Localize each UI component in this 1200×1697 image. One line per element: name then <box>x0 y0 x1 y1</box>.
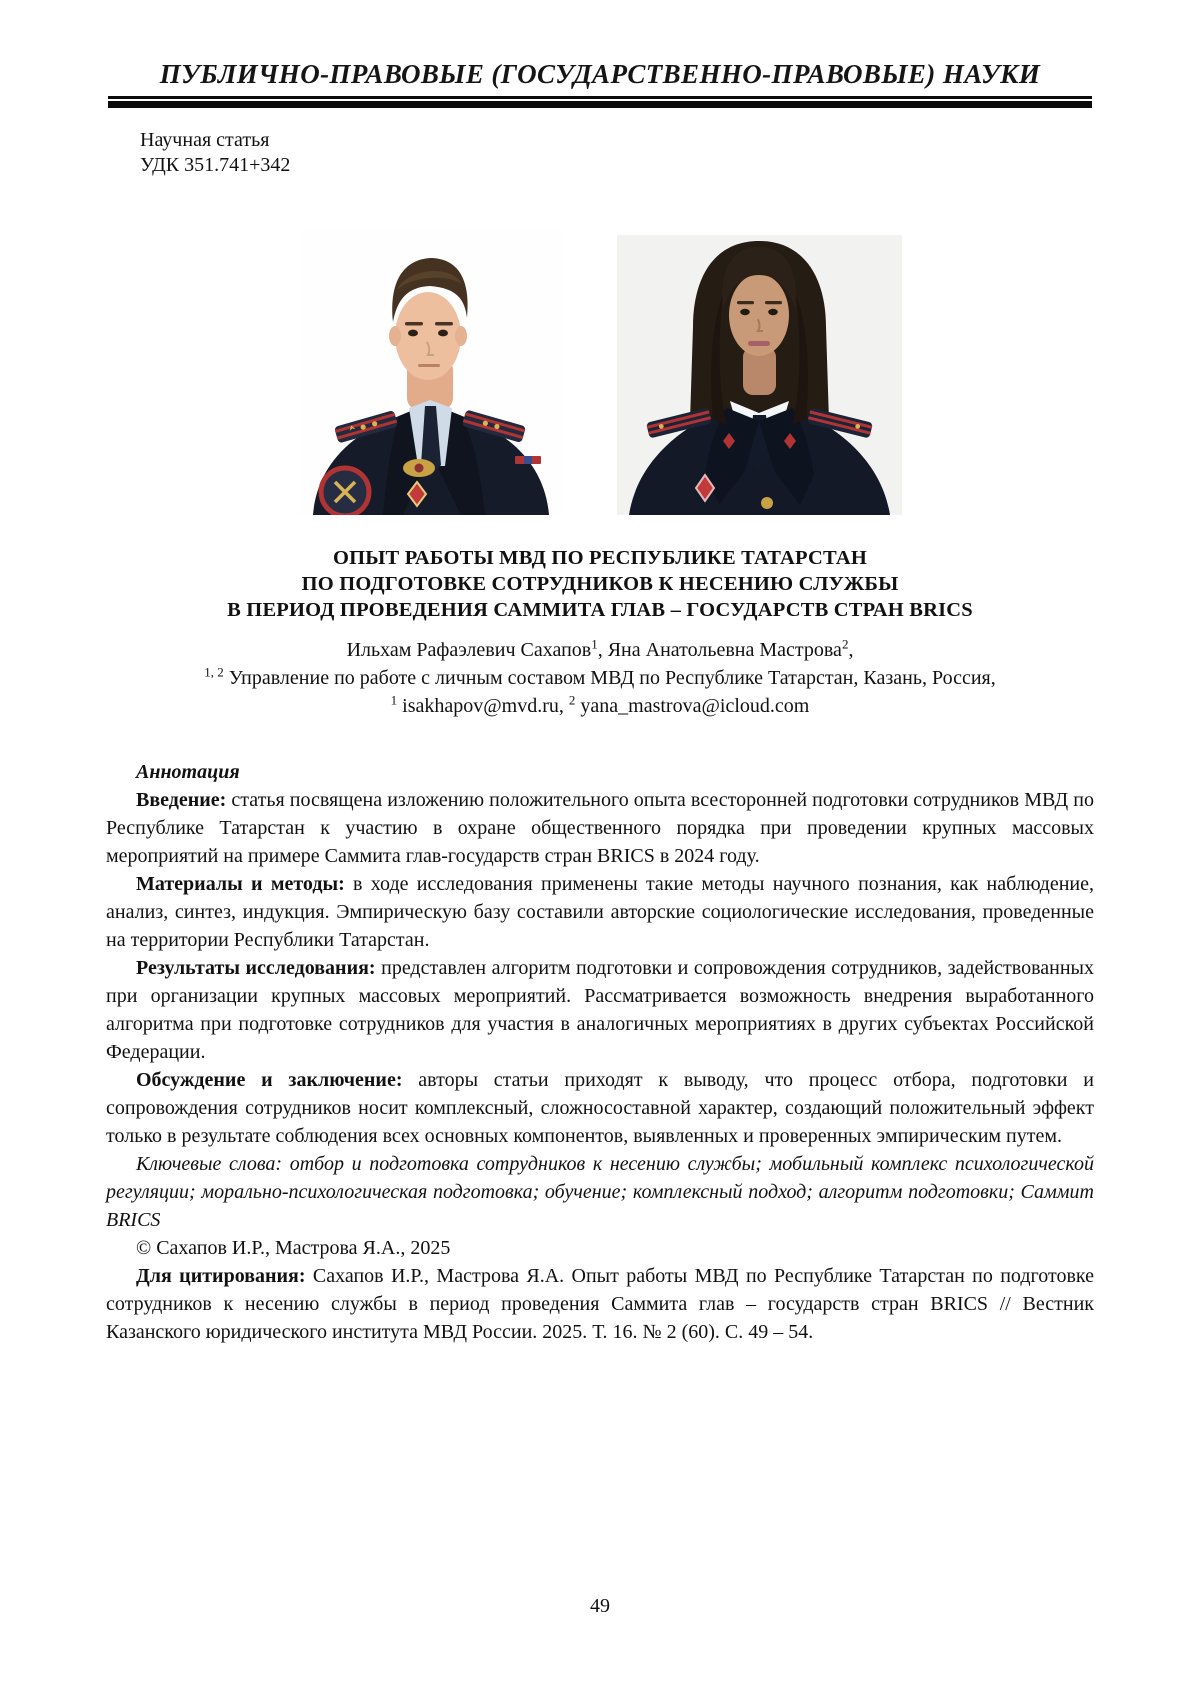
abstract-paragraph-introduction: Введение: статья посвящена изложению положительного опыта всесторонней подготовки сотрудников МВД по Республике Татарстан к участию в охране общественного порядка при проведении крупных массовых мероприятий на примере Саммита глав-государств стран BRICS в 2024 году. <box>106 789 1094 867</box>
udk-label: УДК 351.741+342 <box>140 154 291 176</box>
article-title <box>106 545 1094 623</box>
affiliation-line <box>106 664 1094 692</box>
paragraph-lead: Материалы и методы: <box>136 873 345 895</box>
section-header-title: ПУБЛИЧНО-ПРАВОВЫЕ (ГОСУДАРСТВЕННО-ПРАВОВЫЕ) НАУКИ <box>159 59 1041 89</box>
article-title-line-3: В ПЕРИОД ПРОВЕДЕНИЯ САММИТА ГЛАВ – ГОСУДАРСТВ СТРАН BRICS <box>227 599 973 621</box>
authors-line: Ильхам Рафаэлевич Сахапов$^1$, Яна Анатольевна Мастрова$^2$, <box>346 636 854 661</box>
page-number: 49 <box>590 1595 610 1617</box>
abstract-paragraph-discussion: Обсуждение и заключение: авторы статьи приходят к выводу, что процесс отбора, подготовки и сопровождения сотрудников носит комплексный, сложносоставной характер, создающий положительный эффект только в результате соблюдения всех основных компонентов, выявленных и проверенных эмпирическим путем. <box>106 1069 1094 1147</box>
abstract-paragraph-results: Результаты исследования: представлен алгоритм подготовки и сопровождения сотрудников, задействованных при организации крупных массовых мероприятий. Рассматривается возможность внедрения выработанного алгоритма при подготовке сотрудников для участия в аналогичных мероприятиях в других субъектах Российской Федерации. <box>106 957 1094 1063</box>
keywords-paragraph: Ключевые слова: отбор и подготовка сотрудников к несению службы; мобильный комплекс психологической регуляции; морально-психологическая подготовка; обучение; комплексный подход; алгоритм подготовки; Саммит BRICS <box>106 1153 1094 1231</box>
author-photo-sakhapov-icon <box>299 230 562 515</box>
paragraph-lead: Обсуждение и заключение: <box>136 1069 403 1091</box>
citation-lead: Для цитирования: <box>136 1265 306 1287</box>
author-photo-mastrova-icon <box>617 235 902 515</box>
header-double-rule <box>108 96 1092 108</box>
abstract-paragraph-methods: Материалы и методы: в ходе исследования применены такие методы научного познания, как наблюдение, анализ, синтез, индукция. Эмпирическую базу составили авторские социологические исследования, проведенные на территории Республики Татарстан. <box>106 873 1094 951</box>
paragraph-lead: Результаты исследования: <box>136 957 376 979</box>
article-type-label: Научная статья <box>140 129 270 151</box>
author-email-2: yana_mastrova@icloud.com <box>575 695 810 717</box>
author-name-1: Ильхам Рафаэлевич Сахапов <box>346 639 592 661</box>
article-title-line-1: ОПЫТ РАБОТЫ МВД ПО РЕСПУБЛИКЕ ТАТАРСТАН <box>332 547 868 569</box>
copyright-line: © Сахапов И.Р., Мастрова Я.А., 2025 <box>136 1237 451 1259</box>
author-photos-row <box>106 230 1094 515</box>
author-email-1: isakhapov@mvd.ru, <box>397 695 569 717</box>
affiliation-sup: 1, 2 <box>204 664 224 680</box>
abstract-section <box>106 758 1094 1346</box>
affiliation-text: Управление по работе с личным составом МВД по Республике Татарстан, Казань, Россия, <box>223 667 996 689</box>
emails-line: $^1$ isakhapov@mvd.ru, $^2$ yana_mastrova@icloud.com <box>390 692 810 717</box>
abstract-heading: Аннотация <box>136 761 240 783</box>
author-sup-1: 1 <box>591 636 598 652</box>
keywords-lead: Ключевые слова: <box>136 1153 283 1175</box>
author-name-2: Яна Анатольевна Мастрова <box>607 639 842 661</box>
paragraph-lead: Введение: <box>136 789 227 811</box>
article-title-line-2: ПО ПОДГОТОВКЕ СОТРУДНИКОВ К НЕСЕНИЮ СЛУЖБЫ <box>301 573 899 595</box>
author-sup-2: 2 <box>841 636 849 652</box>
citation-paragraph: Для цитирования: Сахапов И.Р., Мастрова Я.А. Опыт работы МВД по Республике Татарстан по подготовке сотрудников к несению службы в период проведения Саммита глав – государств стран BRICS // Вестник Казанского юридического института МВД России. 2025. Т. 16. № 2 (60). С. 49 – 54. <box>106 1265 1094 1343</box>
